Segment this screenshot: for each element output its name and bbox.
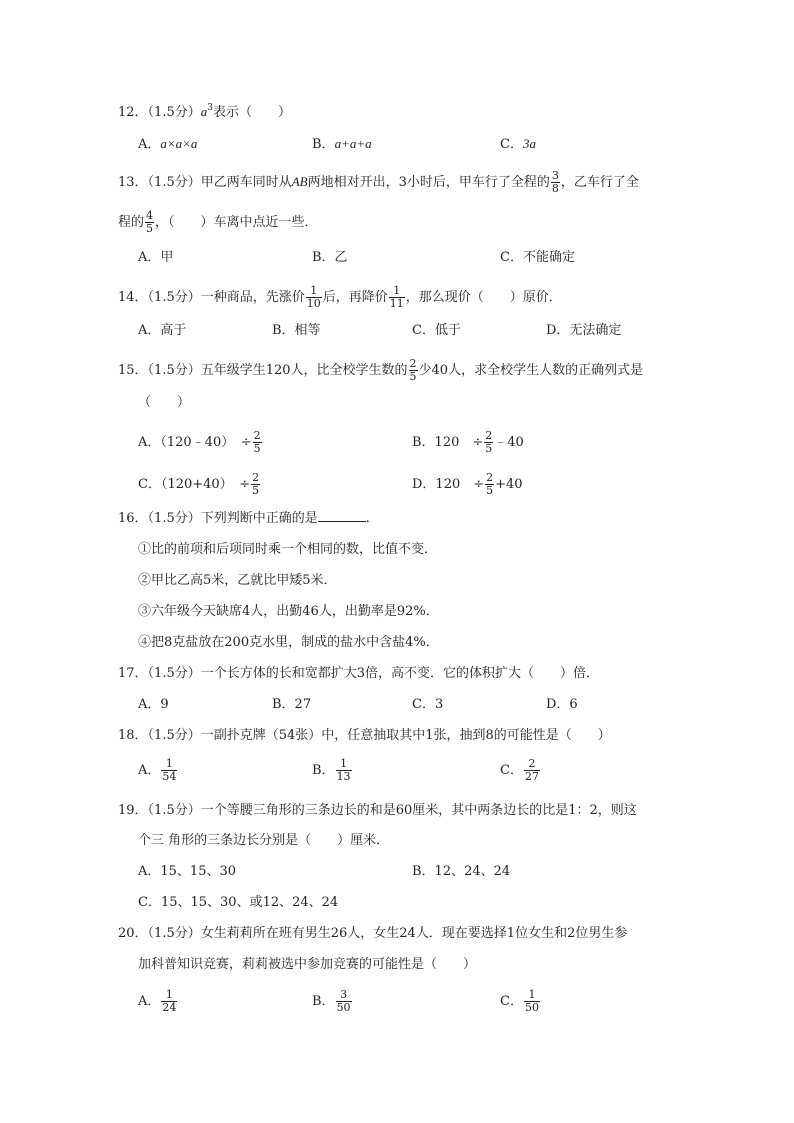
q19-option-a[interactable]: A．15、15、30 — [138, 864, 237, 879]
q13-f2-num: 4 — [146, 209, 154, 222]
q15-a-num: 2 — [253, 429, 261, 442]
question-14-stem — [118, 285, 562, 310]
q15-a-pre: A．（120﹣40） ÷ — [138, 435, 252, 450]
q13-line2-suffix: ，（ ）车离中点近一些． — [155, 215, 318, 230]
q20-a-fraction — [161, 989, 177, 1014]
q20-b-label: B． — [312, 994, 335, 1009]
question-15-line1 — [118, 358, 643, 383]
q20-option-a[interactable] — [138, 989, 178, 1014]
q14-prefix: 14．（1.5分）一种商品，先涨价 — [118, 290, 305, 305]
q18-a-fraction — [161, 758, 177, 783]
q20-a-num: 1 — [165, 988, 173, 1001]
q20-c-den: 50 — [524, 1001, 539, 1014]
q20-c-fraction — [524, 989, 540, 1014]
q15-d-fraction — [485, 472, 494, 497]
question-17-stem: 17．（1.5分）一个长方体的长和宽都扩大3倍，高不变．它的体积扩大（ ）倍． — [118, 666, 599, 681]
q16-suffix: ． — [365, 511, 379, 526]
q16-answer-blank[interactable] — [318, 509, 366, 522]
q18-a-num: 1 — [165, 757, 173, 770]
q18-c-fraction — [524, 758, 540, 783]
q18-c-den: 27 — [524, 770, 539, 783]
q15-fraction — [409, 358, 418, 383]
question-13-line1 — [118, 170, 639, 195]
q20-a-den: 24 — [162, 1001, 177, 1014]
q20-b-num: 3 — [340, 988, 348, 1001]
q18-b-label: B． — [312, 763, 335, 778]
q12-prefix: 12．（1.5分） — [118, 105, 201, 120]
q13-line2-prefix: 程的 — [118, 215, 145, 230]
q15-option-a[interactable] — [138, 430, 263, 455]
q20-c-num: 1 — [528, 988, 536, 1001]
q14-f1-den: 10 — [306, 297, 321, 310]
q15-option-b[interactable] — [412, 430, 524, 455]
q18-c-label: C． — [500, 763, 523, 778]
q12-b-text: a+a+a — [334, 136, 372, 151]
q14-option-a[interactable]: A．高于 — [138, 323, 187, 338]
q13-option-a[interactable]: A．甲 — [138, 250, 174, 265]
question-15-line2: （ ） — [138, 395, 191, 410]
q13-suffix: ，乙车行了全 — [560, 175, 639, 190]
q15-a-fraction — [253, 430, 262, 455]
q17-option-c[interactable]: C．3 — [412, 697, 444, 712]
q13-fraction-2 — [145, 210, 154, 235]
q15-b-den: 5 — [485, 442, 493, 455]
q12-option-b[interactable] — [312, 135, 372, 154]
q20-b-den: 50 — [336, 1001, 351, 1014]
q16-statement-4: ④把8克盐放在200克水里，制成的盐水中含盐4%． — [138, 635, 439, 650]
q18-option-b[interactable] — [312, 758, 353, 783]
q14-f1-num: 1 — [310, 284, 318, 297]
q18-b-num: 1 — [340, 757, 348, 770]
q17-option-b[interactable]: B．27 — [272, 697, 312, 712]
q15-b-post: ﹣40 — [494, 435, 524, 450]
q20-b-fraction — [336, 989, 352, 1014]
q15-d-post: +40 — [495, 477, 523, 492]
q16-prefix: 16．（1.5分）下列判断中正确的是 — [118, 511, 318, 526]
q15-option-c[interactable] — [138, 472, 261, 497]
q15-c-num: 2 — [252, 471, 260, 484]
q15-b-pre: B．120 ÷ — [412, 435, 484, 450]
q12-c-text: 3a — [522, 136, 536, 151]
q13-f2-den: 5 — [146, 222, 154, 235]
q13-mid: 两地相对开出，3小时后，甲车行了全程的 — [307, 175, 550, 190]
q12-suffix: 表示（ ） — [212, 105, 291, 120]
q18-a-den: 54 — [162, 770, 177, 783]
q18-option-c[interactable] — [500, 758, 541, 783]
q14-option-d[interactable]: D．无法确定 — [546, 323, 622, 338]
question-19-line2: 个三 角形的三条边长分别是（ ）厘米． — [138, 833, 390, 848]
q12-b-label: B． — [312, 137, 335, 152]
q15-c-den: 5 — [252, 484, 260, 497]
q15-a-den: 5 — [253, 442, 261, 455]
q15-d-den: 5 — [486, 484, 494, 497]
q13-f1-den: 8 — [551, 182, 559, 195]
question-20-line2: 加科普知识竞赛，莉莉被选中参加竞赛的可能性是（ ） — [138, 957, 477, 972]
q14-fraction-1 — [306, 285, 322, 310]
q13-f1-num: 3 — [551, 169, 559, 182]
q14-f2-den: 11 — [389, 297, 404, 310]
q14-f2-num: 1 — [393, 284, 401, 297]
q14-mid: 后，再降价 — [322, 290, 388, 305]
q15-option-d[interactable] — [412, 472, 523, 497]
q12-option-c[interactable] — [500, 135, 536, 154]
q15-f-num: 2 — [409, 357, 417, 370]
question-13-line2 — [118, 210, 318, 235]
question-12-stem — [118, 103, 291, 122]
question-20-line1: 20．（1.5分）女生莉莉所在班有男生26人，女生24人．现在要选择1位女生和2位男生参 — [118, 926, 628, 941]
q15-c-pre: C．（120+40） ÷ — [138, 477, 251, 492]
q12-var: a — [200, 104, 208, 119]
q19-option-b[interactable]: B．12、24、24 — [412, 864, 511, 879]
question-16-stem — [118, 509, 379, 528]
q18-c-num: 2 — [528, 757, 536, 770]
q14-suffix: ，那么现价（ ）原价． — [405, 290, 562, 305]
q18-b-fraction — [336, 758, 352, 783]
q12-exponent: 3 — [207, 103, 213, 113]
q20-c-label: C． — [500, 994, 523, 1009]
q13-fraction-1 — [551, 170, 560, 195]
q15-prefix: 15．（1.5分）五年级学生120人，比全校学生数的 — [118, 363, 408, 378]
question-18-stem: 18．（1.5分）一副扑克牌（54张）中，任意抽取其中1张，抽到8的可能性是（ ） — [118, 728, 611, 743]
q13-ab: AB — [291, 174, 308, 189]
q18-b-den: 13 — [336, 770, 351, 783]
q19-option-c[interactable]: C．15、15、30、或12、24、24 — [138, 895, 339, 910]
q15-b-fraction — [484, 430, 493, 455]
q15-f-den: 5 — [409, 370, 417, 383]
q13-prefix: 13．（1.5分）甲乙两车同时从 — [118, 175, 292, 190]
q17-option-a[interactable]: A．9 — [138, 697, 169, 712]
q14-option-b[interactable]: B．相等 — [272, 323, 321, 338]
q16-statement-1: ①比的前项和后项同时乘一个相同的数，比值不变． — [138, 542, 438, 557]
question-19-line1: 19．（1.5分）一个等腰三角形的三条边长的和是60厘米，其中两条边长的比是1：2，则这 — [118, 803, 637, 818]
q16-statement-3: ③六年级今天缺席4人，出勤46人，出勤率是92%． — [138, 604, 439, 619]
q15-c-fraction — [251, 472, 260, 497]
q14-fraction-2 — [389, 285, 405, 310]
q15-suffix: 少40人，求全校学生人数的正确列式是 — [418, 363, 644, 378]
q20-option-c[interactable] — [500, 989, 541, 1014]
q18-a-label: A． — [138, 763, 161, 778]
q14-option-c[interactable]: C．低于 — [412, 323, 461, 338]
q13-option-c[interactable]: C．不能确定 — [500, 250, 575, 265]
q18-option-a[interactable] — [138, 758, 178, 783]
q13-option-b[interactable]: B．乙 — [312, 250, 348, 265]
q12-a-label: A． — [138, 137, 161, 152]
q20-a-label: A． — [138, 994, 161, 1009]
q15-d-pre: D．120 ÷ — [412, 477, 485, 492]
q17-option-d[interactable]: D．6 — [546, 697, 578, 712]
q15-d-num: 2 — [486, 471, 494, 484]
q12-option-a[interactable] — [138, 135, 197, 154]
q20-option-b[interactable] — [312, 989, 353, 1014]
q16-statement-2: ②甲比乙高5米，乙就比甲矮5米． — [138, 573, 337, 588]
q12-a-text: a×a×a — [160, 136, 198, 151]
q12-c-label: C． — [500, 137, 523, 152]
q15-b-num: 2 — [485, 429, 493, 442]
